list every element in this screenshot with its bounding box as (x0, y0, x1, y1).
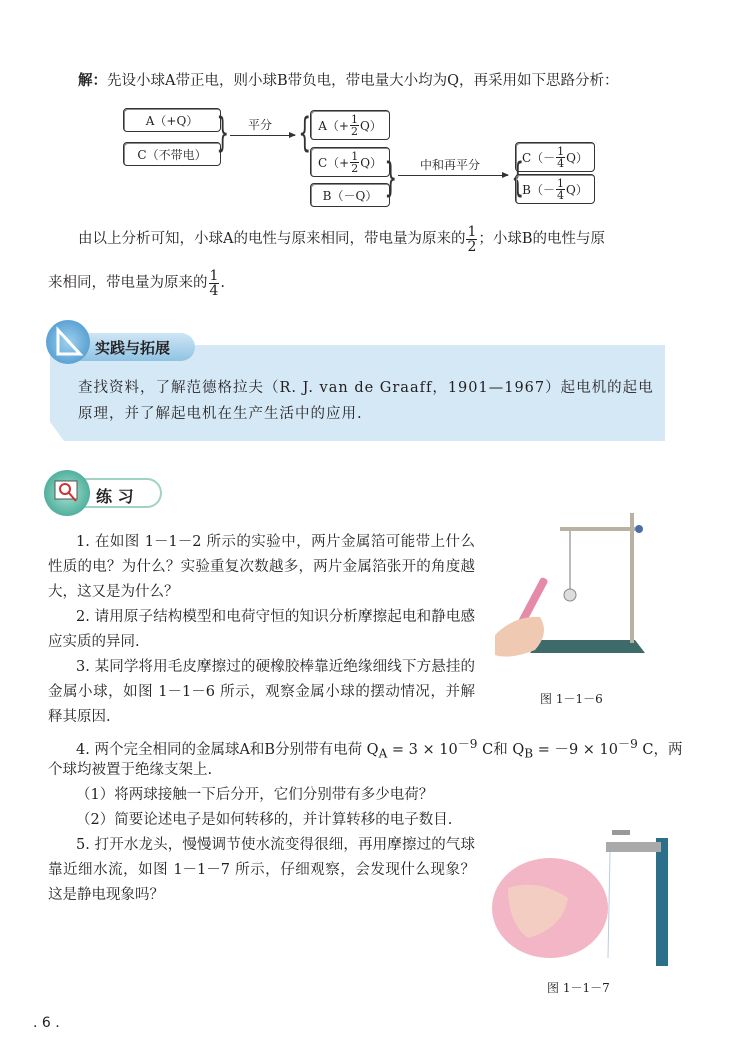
box-a-half: A（+ $\frac{1}{2}$ Q） (310, 110, 390, 140)
box-b-quarter: B（－ $\frac{1}{4}$ Q） (515, 174, 595, 204)
exercise-item-4-2: （2）简要论述电子是如何转移的，并计算转移的电子数目. (76, 812, 453, 828)
brace: } (384, 155, 398, 201)
op-split: 平分 (248, 118, 273, 132)
balloon-faucet-image (488, 828, 673, 968)
practice-title: 实践与拓展 (75, 333, 195, 361)
arrow-icon (230, 135, 295, 136)
exercise-item-4: 4. 两个完全相同的金属球A和B分别带有电荷 $Q_A = 3 \times 10^{-9}$ C和 $Q_B = -9 \times 10^{-9}$ C，两 (76, 737, 683, 761)
brace: { (511, 155, 525, 201)
arrow-icon (398, 175, 508, 176)
op-neutralize: 中和再平分 (420, 158, 481, 172)
box-c-half: C（+ $\frac{1}{2}$ Q） (310, 147, 390, 177)
box-a-plus-q: A（+Q） (123, 108, 221, 132)
solution-line (78, 68, 619, 94)
figure-caption-1-1-6: 图 1－1－6 (540, 692, 603, 706)
figure-1-1-7 (488, 828, 673, 972)
box-c-quarter: C（－ $\frac{1}{4}$ Q） (515, 142, 595, 172)
conclusion-line2: 来相同，带电量为原来的 $\frac{1}{4}$ . (48, 267, 226, 299)
page-number: . 6 . (33, 1015, 60, 1031)
practice-text: 原理，并了解起电机在生产生活中的应用. (78, 406, 363, 422)
exercise-item-5: 5. 打开水龙头，慢慢调节使水流变得很细，再用摩擦过的气球靠近细水流，如图 1－1－7 所示，仔细观察，会发现什么现象？这是静电现象吗？ (48, 837, 475, 903)
figure-caption-1-1-7: 图 1－1－7 (547, 981, 610, 995)
brace: { (298, 110, 312, 156)
conclusion-line1: 由以上分析可知，小球A的电性与原来相同，带电量为原来的 $\frac{1}{2}$ ；小球B的电性与原 (78, 223, 606, 255)
box-c-neutral: C（不带电） (123, 142, 221, 166)
box-b-minus-q: B（－Q） (310, 183, 390, 207)
solution-label: 解： (78, 72, 107, 89)
exercise-item-4-cont: 个球均被置于绝缘支架上. (48, 762, 213, 778)
exercise-item-4-1: （1）将两球接触一下后分开，它们分别带有多少电荷？ (76, 787, 434, 803)
pendulum-stand-image (495, 505, 665, 665)
figure-1-1-6 (495, 505, 665, 669)
exercise-item-2: 2. 请用原子结构模型和电荷守恒的知识分析摩擦起电和静电感应实质的异同. (48, 609, 475, 650)
magnifier-icon (44, 470, 90, 516)
brace: } (216, 110, 230, 156)
exercise-item-3: 3. 某同学将用毛皮摩擦过的硬橡胶棒靠近绝缘细线下方悬挂的金属小球，如图 1－1－6 所示，观察金属小球的摆动情况，并解释其原因. (48, 659, 475, 725)
exercise-item-1: 1. 在如图 1－1－2 所示的实验中，两片金属箔可能带上什么性质的电？为什么？实验重复次数越多，两片金属箔张开的角度越大，这又是为什么？ (48, 534, 475, 600)
solution-text: 先设小球A带正电，则小球B带负电，带电量大小均为Q，再采用如下思路分析： (107, 73, 619, 89)
triangle-ruler-icon (46, 320, 90, 364)
practice-text: 查找资料，了解范德格拉夫（R. J. van de Graaff，1901—1967）起电机的起电 (78, 380, 654, 396)
exercise-title: 练 习 (72, 478, 162, 508)
